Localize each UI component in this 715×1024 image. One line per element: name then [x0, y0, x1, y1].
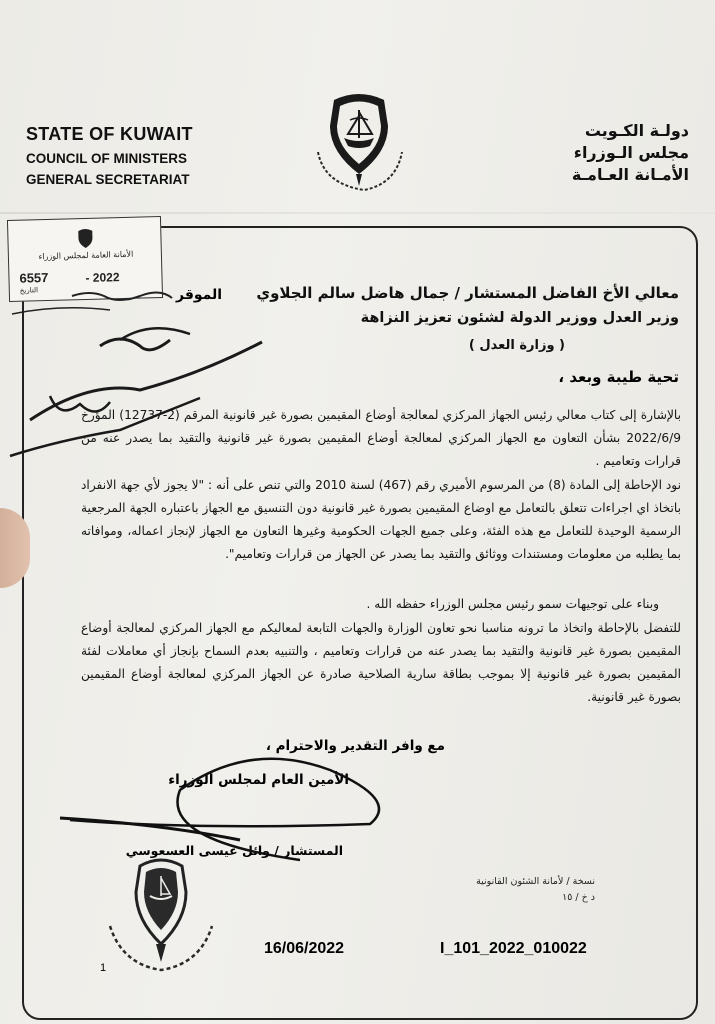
document-date: 16/06/2022	[264, 940, 345, 957]
paragraph-request: للتفضل بالإحاطة واتخاذ ما ترونه مناسبا نحو تعاون الوزارة والجهات التابعة لمعاليكم مع الجهاز المركزي لمعالجة أوضاع المقيمين بصورة غير قانونية والتقيد بما يصدر عنه من قرارات وتعاميم ، والتنبيه بعدم السماح بإنجاز أي معاملات لفئة المقيمين بصورة غير قانونية إلا بموجب بطاقة سارية الصلاحية صادرة عن الجهاز المركزي لمعالجة أوضاع المقيمين بصورة غير قانونية.	[81, 621, 681, 704]
paragraph-decree: نود الإحاطة إلى المادة (8) من المرسوم الأميري رقم (467) لسنة 2010 والتي تنص على أنه : "لا يجوز لأي جهة الانفراد باتخاذ اي اجراءات تتعلق بالتعامل مع اوضاع المقيمين بصورة غير قانونية دون التنسيق مع الجهاز باعتباره الجهة المرجعية الرسمية الوحيدة للتعامل مع هذه الفئة، وعلى جميع الجهات الحكومية وغيرها التعاون مع الجهاز لإنجاز اعماله، وموافاته بما يطلبه من معلومات ومستندات ووثائق والتقيد بما يصدر عن الجهاز من قرارات وتعاميم".	[81, 478, 681, 561]
stamp-title: الأمانة العامة لمجلس الوزراء	[38, 249, 134, 262]
greeting: تحية طيبة وبعد ،	[558, 368, 679, 386]
english-letterhead	[26, 124, 256, 187]
registration-stamp	[7, 216, 163, 302]
stamp-date-label: التاريخ	[19, 286, 39, 295]
letterhead-state-ar: دولـة الكـويت	[584, 121, 689, 140]
kuwait-emblem-icon	[304, 86, 414, 196]
copy-note-line: د خ / ١٥	[562, 892, 595, 903]
recipient-ministry: ( وزارة العدل )	[468, 338, 565, 353]
recipient-name: معالي الأخ الفاضل المستشار / جمال هاضل سالم الجلاوي	[256, 284, 679, 302]
paper-fold	[0, 212, 715, 214]
stamp-number: 6557	[19, 269, 49, 286]
document-reference: I_101_2022_010022	[440, 940, 587, 957]
page-number: 1	[100, 962, 107, 974]
letterhead-council-ar: مجلس الـوزراء	[573, 143, 689, 162]
copy-note	[476, 874, 595, 906]
stamp-emblem-icon	[74, 227, 97, 250]
paragraph-directive: وبناء على توجيهات سمو رئيس مجلس الوزراء حفظه الله .	[366, 597, 659, 611]
letterhead-state: STATE OF KUWAIT	[26, 124, 193, 144]
signatory-title: الأمين العام لمجلس الوزراء	[168, 772, 349, 788]
secretariat-seal-icon	[96, 846, 226, 976]
copy-note-line: نسخة / لأمانة الشئون القانونية	[476, 876, 595, 887]
letterhead-council: COUNCIL OF MINISTERS	[26, 151, 188, 166]
letterhead-secretariat: GENERAL SECRETARIAT	[26, 172, 190, 187]
letterhead-secretariat-ar: الأمـانة العـامـة	[571, 165, 689, 184]
signatory-name: المستشار / وائل عيسى العسعوسي	[125, 843, 343, 858]
stamp-year: - 2022	[85, 270, 120, 285]
closing: مع وافر التقدير والاحترام ،	[265, 738, 445, 754]
recipient-title: وزير العدل ووزير الدولة لشئون تعزيز النزاهة	[360, 310, 679, 326]
honorific: الموقر	[176, 287, 223, 303]
paragraph-reference: بالإشارة إلى كتاب معالي رئيس الجهاز المركزي لمعالجة أوضاع المقيمين بصورة غير قانونية المرقم (2-12737) المؤرخ 2022/6/9 بشأن التعاون مع الجهاز المركزي لمعالجة أوضاع المقيمين بصورة غير قانونية والتقيد بما يصدر عنه من قرارات وتعاميم .	[81, 408, 681, 468]
arabic-letterhead	[489, 120, 689, 186]
